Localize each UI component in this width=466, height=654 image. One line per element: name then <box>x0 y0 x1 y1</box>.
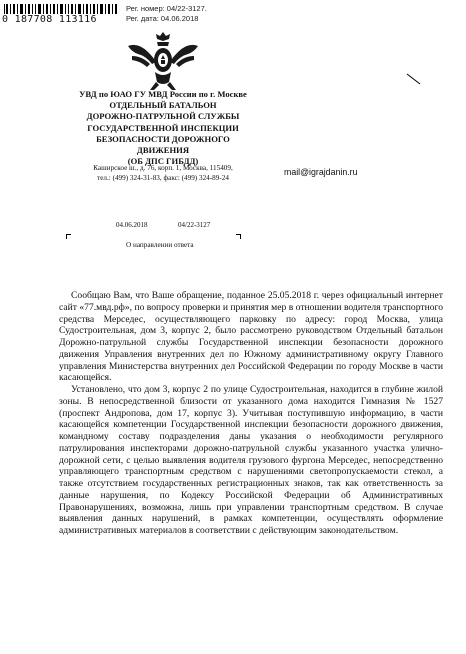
corner-mark <box>236 234 241 239</box>
org-line: ОТДЕЛЬНЫЙ БАТАЛЬОН <box>109 100 217 111</box>
org-line: ДВИЖЕНИЯ <box>136 145 190 156</box>
corner-mark <box>66 234 71 239</box>
corner-mark <box>406 73 422 85</box>
barcode-number: 0 187708 113116 <box>2 14 118 25</box>
registration-number: Рег. номер: 04/22-3127. <box>126 4 207 13</box>
registration-date: Рег. дата: 04.06.2018 <box>126 14 199 23</box>
body-paragraph: Установлено, что дом 3, корпус 2 по улице Судостроительная, находится в глубине жилой зоны. В непосредственной близости от указанного дома находится Гимназия № 1527 (проспект Андропова, дом 17, корпус 3). Учитывая поступившую информацию, в части касающейся компетенции Государственной инспекции безопасности дорожного движения, командному составу подразделения даны указания о необходимости регулярного патрулирования инспекторами дорожно-патрульной службы указанного участка улично-дорожной сети, с целью выявления водителя грузового фургона Мерседес, непосредственно управляющего транспортным средством с нарушениями светопропускаемости стекол, а также отсутствием государственных регистрационных знаков, так как ответственность за данные нарушения, по Кодексу Российской Федерации об Административных Правонарушениях, возможна, лишь при управлении транспортным средством. В случае выявления данных нарушений, в рамках компетенции, осуществлять оформление административных материалов в соответствии с действующим законодательством. <box>59 384 443 536</box>
org-line: УВД по ЮАО ГУ МВД России по г. Москве <box>79 89 247 99</box>
org-line: (ОБ ДПС ГИБДД) <box>127 156 199 167</box>
organization-address <box>60 163 266 183</box>
body-paragraph: Сообщаю Вам, что Ваше обращение, поданное 25.05.2018 г. через официальный интернет сайт «77.мвд.рф», по вопросу проверки и принятия мер в отношении водителя транспортного средства Мерседес, осуществляющего парковку по адресу: город Москва, улица Судостроительная, дом 3, корпус 2, было рассмотрено руководством Отдельный батальон Дорожно-патрульной службы Государственной инспекции безопасности дорожного движения Управления внутренних дел по Южному административному округу Главного управления Министерства внутренних дел Российской Федерации по городу Москве в части касающейся. <box>59 290 443 384</box>
organization-header <box>60 89 266 167</box>
phones-line: тел.: (499) 324-31-83, факс: (499) 324-89-24 <box>97 174 229 182</box>
recipient-email: mail@igrajdanin.ru <box>284 167 358 177</box>
letter-body <box>59 290 443 537</box>
outgoing-date: 04.06.2018 <box>116 221 148 229</box>
mvd-eagle-emblem-icon <box>122 26 204 96</box>
org-line: БЕЗОПАСНОСТИ ДОРОЖНОГО <box>96 133 230 144</box>
subject-note: О направлении ответа <box>126 241 194 249</box>
org-line: ДОРОЖНО-ПАТРУЛЬНОЙ СЛУЖБЫ <box>86 111 240 122</box>
outgoing-number: 04/22-3127 <box>178 221 211 229</box>
address-line: Каширское ш., д. 76, корп. 1, Москва, 115409, <box>93 164 233 172</box>
org-line: ГОСУДАРСТВЕННОЙ ИНСПЕКЦИИ <box>87 122 239 133</box>
